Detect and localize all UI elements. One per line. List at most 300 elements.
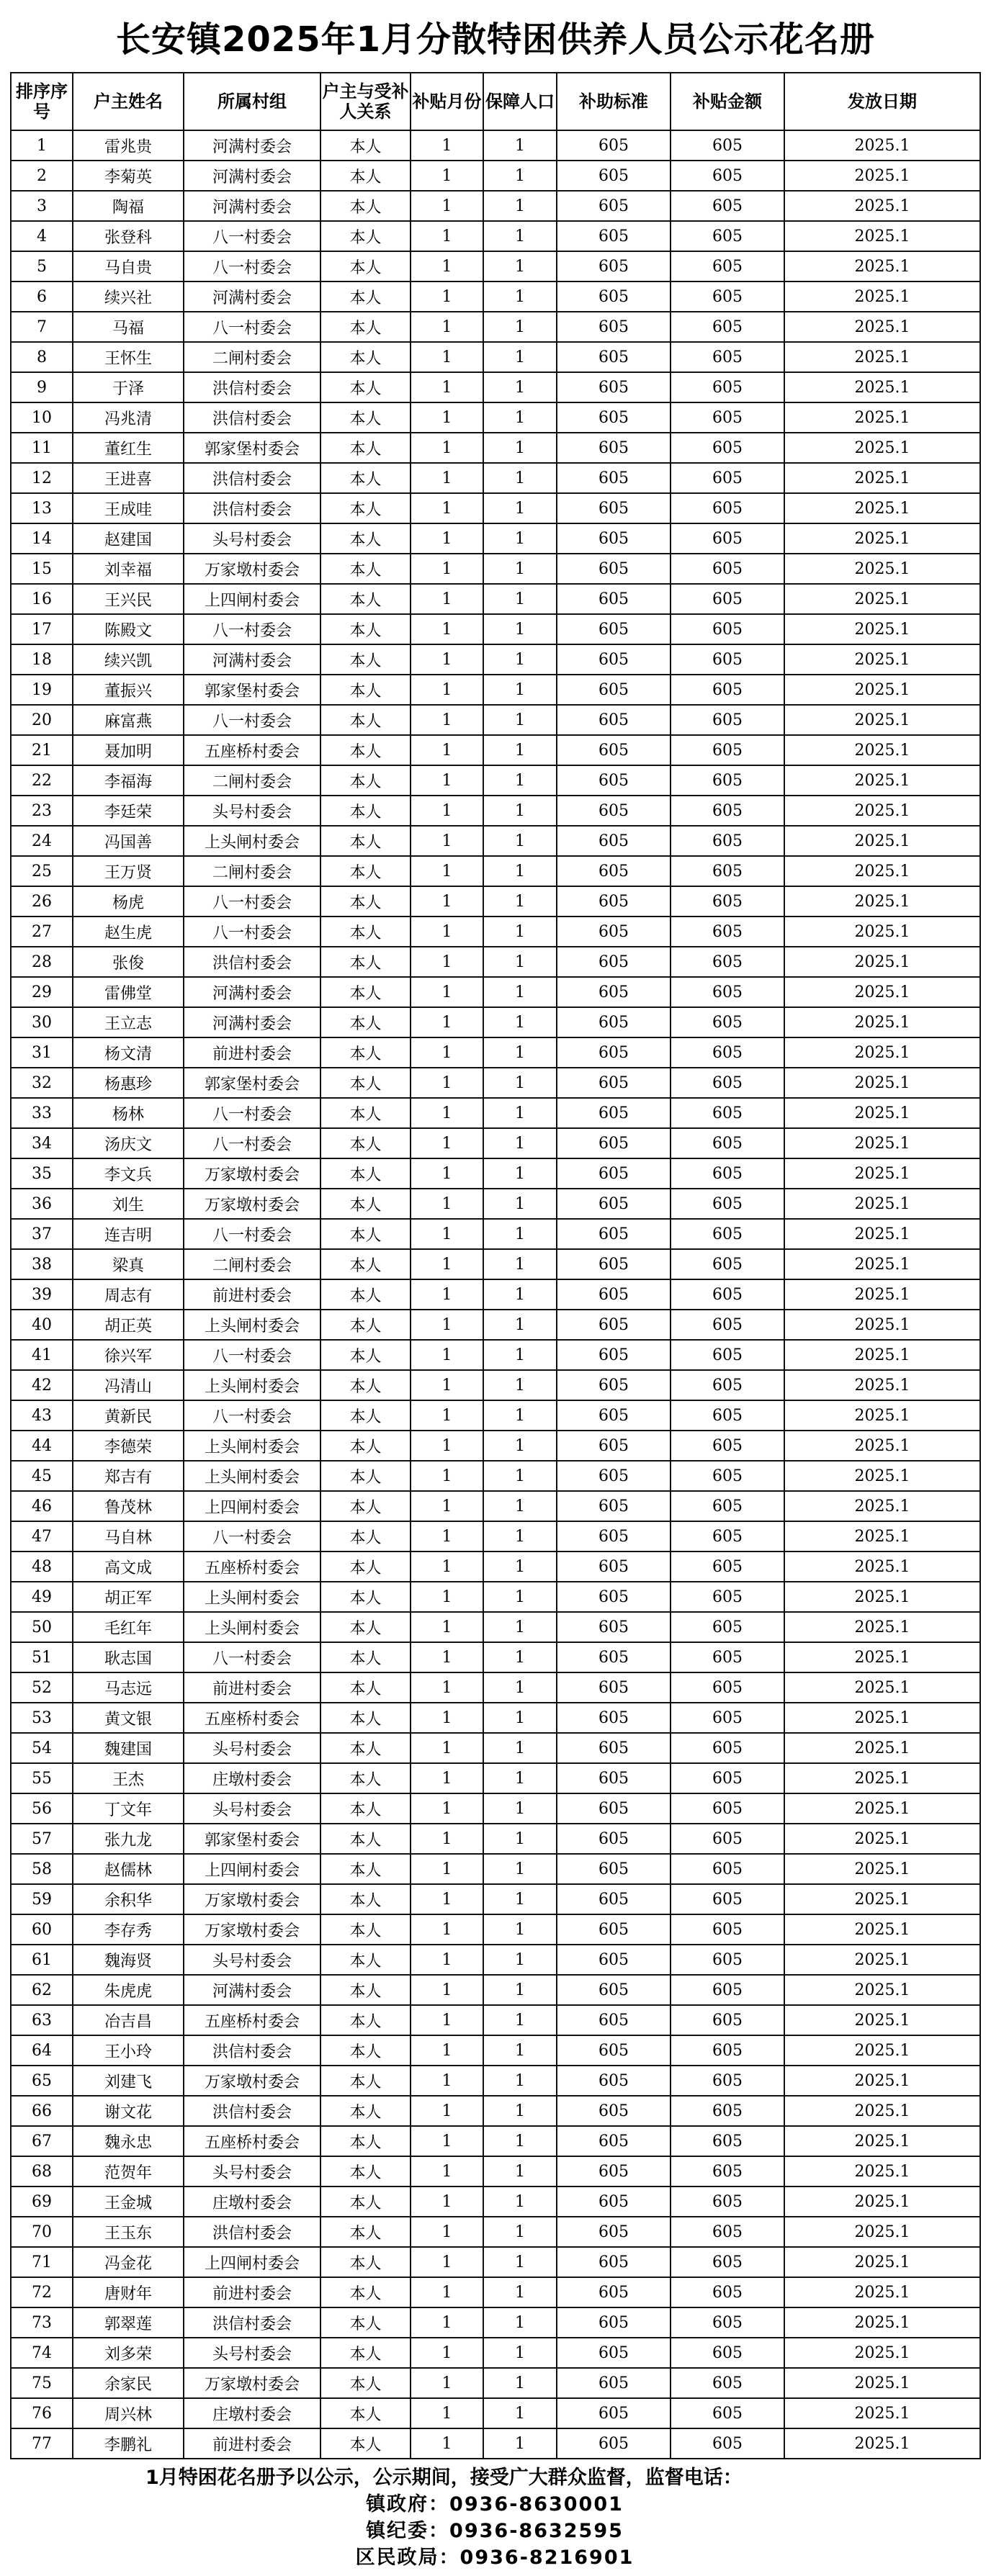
- cell-population: 1: [483, 191, 557, 221]
- cell-seq: 7: [11, 312, 73, 342]
- cell-village: 上头闸村委会: [184, 1461, 320, 1491]
- cell-date: 2025.1: [784, 917, 980, 947]
- cell-village: 二闸村委会: [184, 765, 320, 796]
- table-row: [11, 433, 980, 463]
- cell-population: 1: [483, 1945, 557, 1975]
- cell-name: 刘幸福: [73, 554, 184, 584]
- cell-relation: 本人: [320, 1249, 411, 1279]
- cell-village: 前进村委会: [184, 2428, 320, 2459]
- table-row: [11, 856, 980, 886]
- cell-name: 黄文银: [73, 1703, 184, 1733]
- cell-date: 2025.1: [784, 2066, 980, 2096]
- cell-village: 上四闸村委会: [184, 2247, 320, 2277]
- cell-seq: 53: [11, 1703, 73, 1733]
- cell-name: 李菊英: [73, 161, 184, 191]
- table-row: [11, 2307, 980, 2338]
- cell-standard: 605: [557, 433, 671, 463]
- cell-population: 1: [483, 1279, 557, 1310]
- cell-amount: 605: [671, 1612, 784, 1642]
- table-row: [11, 1098, 980, 1128]
- table-row: [11, 977, 980, 1007]
- cell-month: 1: [411, 2066, 483, 2096]
- cell-village: 上四闸村委会: [184, 1491, 320, 1521]
- cell-amount: 605: [671, 1491, 784, 1521]
- cell-population: 1: [483, 675, 557, 705]
- cell-seq: 74: [11, 2338, 73, 2368]
- cell-seq: 3: [11, 191, 73, 221]
- cell-name: 周兴林: [73, 2398, 184, 2428]
- cell-village: 上四闸村委会: [184, 584, 320, 614]
- cell-relation: 本人: [320, 2338, 411, 2368]
- cell-village: 前进村委会: [184, 2277, 320, 2307]
- table-row: [11, 917, 980, 947]
- cell-name: 冯清山: [73, 1370, 184, 1400]
- cell-seq: 17: [11, 614, 73, 644]
- cell-relation: 本人: [320, 1552, 411, 1582]
- cell-village: 万家墩村委会: [184, 554, 320, 584]
- cell-date: 2025.1: [784, 463, 980, 493]
- cell-relation: 本人: [320, 2368, 411, 2398]
- cell-population: 1: [483, 1612, 557, 1642]
- contact-civil-affairs-bureau: 区民政局：0936-8216901: [355, 2546, 634, 2569]
- cell-relation: 本人: [320, 372, 411, 402]
- cell-name: 胡正军: [73, 1582, 184, 1612]
- cell-seq: 20: [11, 705, 73, 735]
- cell-village: 郭家堡村委会: [184, 1824, 320, 1854]
- roster-table: [10, 72, 981, 2459]
- cell-name: 张九龙: [73, 1824, 184, 1854]
- cell-seq: 60: [11, 1914, 73, 1945]
- cell-seq: 25: [11, 856, 73, 886]
- cell-seq: 10: [11, 402, 73, 433]
- cell-month: 1: [411, 1461, 483, 1491]
- cell-relation: 本人: [320, 1158, 411, 1189]
- cell-month: 1: [411, 2156, 483, 2187]
- cell-name: 王兴民: [73, 584, 184, 614]
- cell-name: 魏海贤: [73, 1945, 184, 1975]
- cell-name: 王小玲: [73, 2035, 184, 2066]
- table-row: [11, 463, 980, 493]
- cell-village: 河满村委会: [184, 644, 320, 675]
- cell-standard: 605: [557, 221, 671, 251]
- cell-seq: 5: [11, 251, 73, 282]
- cell-population: 1: [483, 402, 557, 433]
- cell-seq: 28: [11, 947, 73, 977]
- cell-amount: 605: [671, 1310, 784, 1340]
- cell-amount: 605: [671, 644, 784, 675]
- cell-population: 1: [483, 1400, 557, 1431]
- cell-amount: 605: [671, 1884, 784, 1914]
- cell-seq: 36: [11, 1189, 73, 1219]
- cell-standard: 605: [557, 1854, 671, 1884]
- cell-date: 2025.1: [784, 1854, 980, 1884]
- cell-relation: 本人: [320, 2247, 411, 2277]
- cell-relation: 本人: [320, 2187, 411, 2217]
- cell-standard: 605: [557, 1612, 671, 1642]
- cell-population: 1: [483, 2035, 557, 2066]
- cell-amount: 605: [671, 493, 784, 523]
- cell-amount: 605: [671, 735, 784, 765]
- cell-seq: 33: [11, 1098, 73, 1128]
- cell-relation: 本人: [320, 735, 411, 765]
- cell-standard: 605: [557, 1158, 671, 1189]
- cell-amount: 605: [671, 1189, 784, 1219]
- cell-village: 八一村委会: [184, 886, 320, 917]
- cell-date: 2025.1: [784, 2398, 980, 2428]
- cell-population: 1: [483, 1733, 557, 1763]
- table-row: [11, 735, 980, 765]
- cell-date: 2025.1: [784, 1219, 980, 1249]
- cell-amount: 605: [671, 614, 784, 644]
- cell-amount: 605: [671, 2035, 784, 2066]
- cell-seq: 2: [11, 161, 73, 191]
- table-row: [11, 1279, 980, 1310]
- cell-month: 1: [411, 2368, 483, 2398]
- cell-village: 洪信村委会: [184, 463, 320, 493]
- cell-month: 1: [411, 1068, 483, 1098]
- cell-relation: 本人: [320, 2428, 411, 2459]
- table-row: [11, 130, 980, 161]
- cell-population: 1: [483, 2398, 557, 2428]
- footer-notice-text: 1月特困花名册予以公示，公示期间，接受广大群众监督，监督电话：: [145, 2467, 743, 2489]
- cell-standard: 605: [557, 705, 671, 735]
- cell-seq: 42: [11, 1370, 73, 1400]
- cell-date: 2025.1: [784, 1340, 980, 1370]
- cell-amount: 605: [671, 1824, 784, 1854]
- cell-relation: 本人: [320, 2217, 411, 2247]
- cell-population: 1: [483, 2428, 557, 2459]
- cell-date: 2025.1: [784, 1037, 980, 1068]
- cell-date: 2025.1: [784, 2126, 980, 2156]
- table-row: [11, 1945, 980, 1975]
- cell-seq: 4: [11, 221, 73, 251]
- cell-month: 1: [411, 1552, 483, 1582]
- cell-relation: 本人: [320, 433, 411, 463]
- cell-seq: 39: [11, 1279, 73, 1310]
- cell-standard: 605: [557, 947, 671, 977]
- cell-name: 黄新民: [73, 1400, 184, 1431]
- table-row: [11, 2066, 980, 2096]
- cell-relation: 本人: [320, 221, 411, 251]
- cell-month: 1: [411, 1340, 483, 1370]
- cell-seq: 54: [11, 1733, 73, 1763]
- cell-standard: 605: [557, 675, 671, 705]
- cell-name: 续兴社: [73, 282, 184, 312]
- cell-name: 赵儒林: [73, 1854, 184, 1884]
- cell-month: 1: [411, 402, 483, 433]
- cell-relation: 本人: [320, 856, 411, 886]
- cell-population: 1: [483, 1037, 557, 1068]
- cell-month: 1: [411, 1007, 483, 1037]
- cell-seq: 51: [11, 1642, 73, 1672]
- cell-village: 万家墩村委会: [184, 1884, 320, 1914]
- cell-name: 杨文清: [73, 1037, 184, 1068]
- table-row: [11, 342, 980, 372]
- cell-relation: 本人: [320, 1037, 411, 1068]
- cell-population: 1: [483, 1854, 557, 1884]
- cell-standard: 605: [557, 1128, 671, 1158]
- cell-amount: 605: [671, 1370, 784, 1400]
- cell-date: 2025.1: [784, 1400, 980, 1431]
- cell-date: 2025.1: [784, 282, 980, 312]
- cell-date: 2025.1: [784, 1672, 980, 1703]
- cell-name: 马自林: [73, 1521, 184, 1552]
- cell-month: 1: [411, 523, 483, 554]
- cell-relation: 本人: [320, 2307, 411, 2338]
- table-row: [11, 644, 980, 675]
- cell-amount: 605: [671, 2156, 784, 2187]
- cell-date: 2025.1: [784, 796, 980, 826]
- cell-village: 庄墩村委会: [184, 2187, 320, 2217]
- cell-month: 1: [411, 1884, 483, 1914]
- cell-month: 1: [411, 2338, 483, 2368]
- cell-standard: 605: [557, 614, 671, 644]
- cell-seq: 14: [11, 523, 73, 554]
- cell-standard: 605: [557, 1975, 671, 2005]
- cell-amount: 605: [671, 584, 784, 614]
- cell-population: 1: [483, 1703, 557, 1733]
- cell-name: 聂加明: [73, 735, 184, 765]
- cell-seq: 43: [11, 1400, 73, 1431]
- contact-discipline-committee: 镇纪委：0936-8632595: [366, 2520, 624, 2542]
- cell-population: 1: [483, 917, 557, 947]
- cell-standard: 605: [557, 1279, 671, 1310]
- cell-relation: 本人: [320, 1400, 411, 1431]
- cell-date: 2025.1: [784, 1733, 980, 1763]
- table-row: [11, 1037, 980, 1068]
- cell-date: 2025.1: [784, 1007, 980, 1037]
- cell-village: 头号村委会: [184, 523, 320, 554]
- cell-amount: 605: [671, 463, 784, 493]
- table-row: [11, 2156, 980, 2187]
- cell-village: 头号村委会: [184, 1793, 320, 1824]
- cell-standard: 605: [557, 1249, 671, 1279]
- cell-population: 1: [483, 2126, 557, 2156]
- table-row: [11, 614, 980, 644]
- cell-seq: 40: [11, 1310, 73, 1340]
- table-row: [11, 2096, 980, 2126]
- cell-village: 万家墩村委会: [184, 2066, 320, 2096]
- table-row: [11, 886, 980, 917]
- cell-seq: 73: [11, 2307, 73, 2338]
- cell-date: 2025.1: [784, 1189, 980, 1219]
- cell-date: 2025.1: [784, 2187, 980, 2217]
- cell-standard: 605: [557, 1219, 671, 1249]
- table-row: [11, 1521, 980, 1552]
- table-row: [11, 372, 980, 402]
- cell-standard: 605: [557, 161, 671, 191]
- cell-seq: 68: [11, 2156, 73, 2187]
- cell-amount: 605: [671, 372, 784, 402]
- contact-town-government: 镇政府：0936-8630001: [366, 2493, 624, 2516]
- cell-relation: 本人: [320, 1219, 411, 1249]
- cell-standard: 605: [557, 1037, 671, 1068]
- cell-relation: 本人: [320, 1098, 411, 1128]
- cell-standard: 605: [557, 1703, 671, 1733]
- table-row: [11, 1431, 980, 1461]
- cell-seq: 22: [11, 765, 73, 796]
- cell-amount: 605: [671, 675, 784, 705]
- cell-month: 1: [411, 2217, 483, 2247]
- cell-month: 1: [411, 886, 483, 917]
- cell-amount: 605: [671, 2277, 784, 2307]
- cell-date: 2025.1: [784, 1158, 980, 1189]
- cell-population: 1: [483, 1521, 557, 1552]
- cell-name: 王万贤: [73, 856, 184, 886]
- table-row: [11, 402, 980, 433]
- col-header-seq: 排序序号: [11, 73, 73, 130]
- cell-month: 1: [411, 1521, 483, 1552]
- cell-amount: 605: [671, 2096, 784, 2126]
- cell-date: 2025.1: [784, 1945, 980, 1975]
- cell-population: 1: [483, 1128, 557, 1158]
- cell-village: 河满村委会: [184, 1975, 320, 2005]
- table-row: [11, 2398, 980, 2428]
- col-header-relation: 户主与受补人关系: [320, 73, 411, 130]
- cell-relation: 本人: [320, 2126, 411, 2156]
- cell-standard: 605: [557, 1431, 671, 1461]
- cell-relation: 本人: [320, 1763, 411, 1793]
- cell-amount: 605: [671, 1672, 784, 1703]
- table-row: [11, 1068, 980, 1098]
- cell-village: 八一村委会: [184, 221, 320, 251]
- cell-village: 头号村委会: [184, 2338, 320, 2368]
- cell-name: 耿志国: [73, 1642, 184, 1672]
- cell-month: 1: [411, 1431, 483, 1461]
- cell-relation: 本人: [320, 1975, 411, 2005]
- cell-amount: 605: [671, 1521, 784, 1552]
- cell-amount: 605: [671, 705, 784, 735]
- table-row: [11, 554, 980, 584]
- cell-month: 1: [411, 221, 483, 251]
- cell-population: 1: [483, 1431, 557, 1461]
- cell-seq: 24: [11, 826, 73, 856]
- cell-village: 万家墩村委会: [184, 2368, 320, 2398]
- cell-relation: 本人: [320, 2005, 411, 2035]
- cell-population: 1: [483, 1007, 557, 1037]
- cell-relation: 本人: [320, 161, 411, 191]
- cell-seq: 35: [11, 1158, 73, 1189]
- cell-standard: 605: [557, 796, 671, 826]
- cell-name: 杨林: [73, 1098, 184, 1128]
- cell-relation: 本人: [320, 886, 411, 917]
- cell-relation: 本人: [320, 2277, 411, 2307]
- cell-population: 1: [483, 1552, 557, 1582]
- cell-name: 王进喜: [73, 463, 184, 493]
- cell-name: 周志有: [73, 1279, 184, 1310]
- cell-village: 五座桥村委会: [184, 2005, 320, 2035]
- cell-month: 1: [411, 1975, 483, 2005]
- cell-date: 2025.1: [784, 1582, 980, 1612]
- table-row: [11, 2126, 980, 2156]
- cell-date: 2025.1: [784, 2005, 980, 2035]
- cell-standard: 605: [557, 2307, 671, 2338]
- cell-population: 1: [483, 1340, 557, 1370]
- cell-relation: 本人: [320, 675, 411, 705]
- cell-month: 1: [411, 312, 483, 342]
- cell-population: 1: [483, 1098, 557, 1128]
- cell-month: 1: [411, 463, 483, 493]
- cell-standard: 605: [557, 2428, 671, 2459]
- cell-relation: 本人: [320, 1340, 411, 1370]
- cell-date: 2025.1: [784, 1884, 980, 1914]
- cell-name: 陶福: [73, 191, 184, 221]
- cell-date: 2025.1: [784, 402, 980, 433]
- cell-standard: 605: [557, 1793, 671, 1824]
- cell-amount: 605: [671, 2066, 784, 2096]
- cell-standard: 605: [557, 130, 671, 161]
- table-row: [11, 705, 980, 735]
- cell-date: 2025.1: [784, 977, 980, 1007]
- cell-amount: 605: [671, 2247, 784, 2277]
- cell-name: 汤庆文: [73, 1128, 184, 1158]
- cell-name: 冯兆清: [73, 402, 184, 433]
- cell-name: 郭翠莲: [73, 2307, 184, 2338]
- cell-amount: 605: [671, 1703, 784, 1733]
- cell-month: 1: [411, 554, 483, 584]
- cell-relation: 本人: [320, 1945, 411, 1975]
- cell-seq: 34: [11, 1128, 73, 1158]
- cell-name: 王立志: [73, 1007, 184, 1037]
- cell-date: 2025.1: [784, 493, 980, 523]
- cell-village: 八一村委会: [184, 1128, 320, 1158]
- cell-amount: 605: [671, 2187, 784, 2217]
- cell-village: 八一村委会: [184, 1642, 320, 1672]
- cell-name: 王金城: [73, 2187, 184, 2217]
- cell-amount: 605: [671, 917, 784, 947]
- col-header-village: 所属村组: [184, 73, 320, 130]
- cell-name: 连吉明: [73, 1219, 184, 1249]
- cell-population: 1: [483, 1763, 557, 1793]
- table-row: [11, 1370, 980, 1400]
- cell-date: 2025.1: [784, 1461, 980, 1491]
- cell-month: 1: [411, 493, 483, 523]
- cell-relation: 本人: [320, 2398, 411, 2428]
- cell-standard: 605: [557, 765, 671, 796]
- cell-population: 1: [483, 2277, 557, 2307]
- cell-standard: 605: [557, 2277, 671, 2307]
- cell-relation: 本人: [320, 1672, 411, 1703]
- cell-relation: 本人: [320, 130, 411, 161]
- cell-village: 上头闸村委会: [184, 1612, 320, 1642]
- table-row: [11, 1824, 980, 1854]
- cell-relation: 本人: [320, 1310, 411, 1340]
- cell-standard: 605: [557, 1521, 671, 1552]
- cell-village: 五座桥村委会: [184, 735, 320, 765]
- cell-name: 冶吉昌: [73, 2005, 184, 2035]
- cell-month: 1: [411, 1854, 483, 1884]
- cell-month: 1: [411, 1310, 483, 1340]
- cell-population: 1: [483, 977, 557, 1007]
- cell-month: 1: [411, 856, 483, 886]
- cell-standard: 605: [557, 1068, 671, 1098]
- cell-seq: 41: [11, 1340, 73, 1370]
- cell-relation: 本人: [320, 493, 411, 523]
- cell-date: 2025.1: [784, 1824, 980, 1854]
- cell-amount: 605: [671, 523, 784, 554]
- cell-relation: 本人: [320, 1461, 411, 1491]
- cell-name: 李鹏礼: [73, 2428, 184, 2459]
- cell-month: 1: [411, 705, 483, 735]
- cell-village: 洪信村委会: [184, 372, 320, 402]
- cell-amount: 605: [671, 1219, 784, 1249]
- cell-month: 1: [411, 1098, 483, 1128]
- cell-month: 1: [411, 765, 483, 796]
- cell-village: 前进村委会: [184, 1037, 320, 1068]
- cell-name: 张登科: [73, 221, 184, 251]
- cell-amount: 605: [671, 1098, 784, 1128]
- cell-standard: 605: [557, 1461, 671, 1491]
